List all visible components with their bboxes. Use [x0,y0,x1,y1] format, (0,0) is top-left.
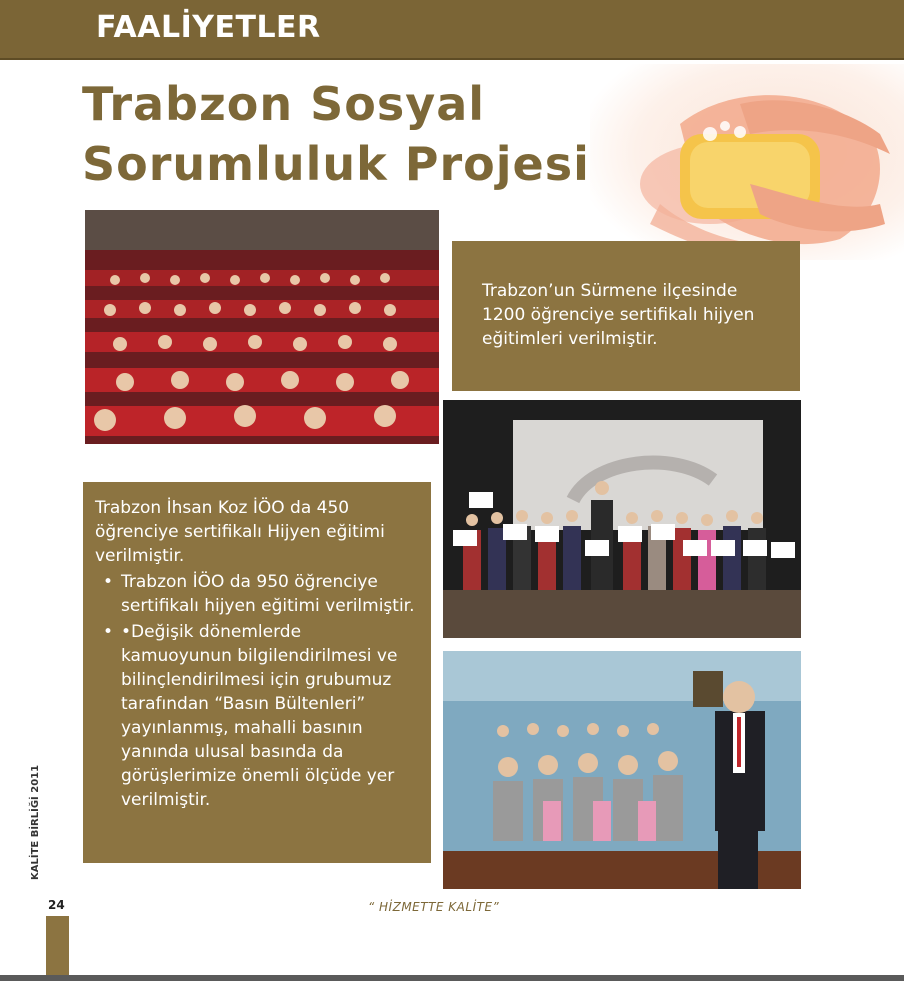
list-item-text: •Değişik dönemlerde kamuoyunun bilgilendirilmesi ve bilinçlendirilmesi için grubumuz tarafından “Basın Bültenleri” yayınlanmış, mahalli basının yanında ulusal basında da görüşlerimize önemli ölçüde yer verilmiştir. [121,622,398,810]
presenter-students-photo [443,651,801,889]
bullet-marker: • [103,622,114,642]
hands-soap-image [590,64,904,260]
hygiene-info-intro: Trabzon İhsan Koz İÖO da 450 öğrenciye sertifikalı Hijyen eğitimi verilmiştir. [95,498,385,566]
hygiene-info-list [95,570,417,812]
certificate-ceremony-photo [443,400,801,638]
bullet-marker: • [103,572,114,592]
section-title: FAALİYETLER [96,10,321,45]
hygiene-info-box-top [452,241,800,391]
page-number: 24 [48,898,65,912]
page-title [82,74,602,194]
side-publication-label: KALİTE BİRLİĞİ 2011 [30,764,41,880]
footer-motto: “ HİZMETTE KALİTE” [368,900,500,914]
header-band [0,0,904,60]
page-title-line-2: Sorumluluk Projesi [82,137,590,191]
hygiene-info-top-text: Trabzon’un Sürmene ilçesinde 1200 öğrenciye sertifikalı hijyen eğitimleri verilmiştir. [482,281,755,349]
auditorium-students-photo [85,210,439,444]
side-accent-bar [46,916,69,976]
list-item [95,570,417,618]
list-item-text: Trabzon İÖO da 950 öğrenciye sertifikalı hijyen eğitimi verilmiştir. [121,572,415,616]
hygiene-info-box-left [83,482,431,863]
page-title-line-1: Trabzon Sosyal [82,77,486,131]
list-item [95,620,417,812]
bottom-divider [0,975,904,981]
